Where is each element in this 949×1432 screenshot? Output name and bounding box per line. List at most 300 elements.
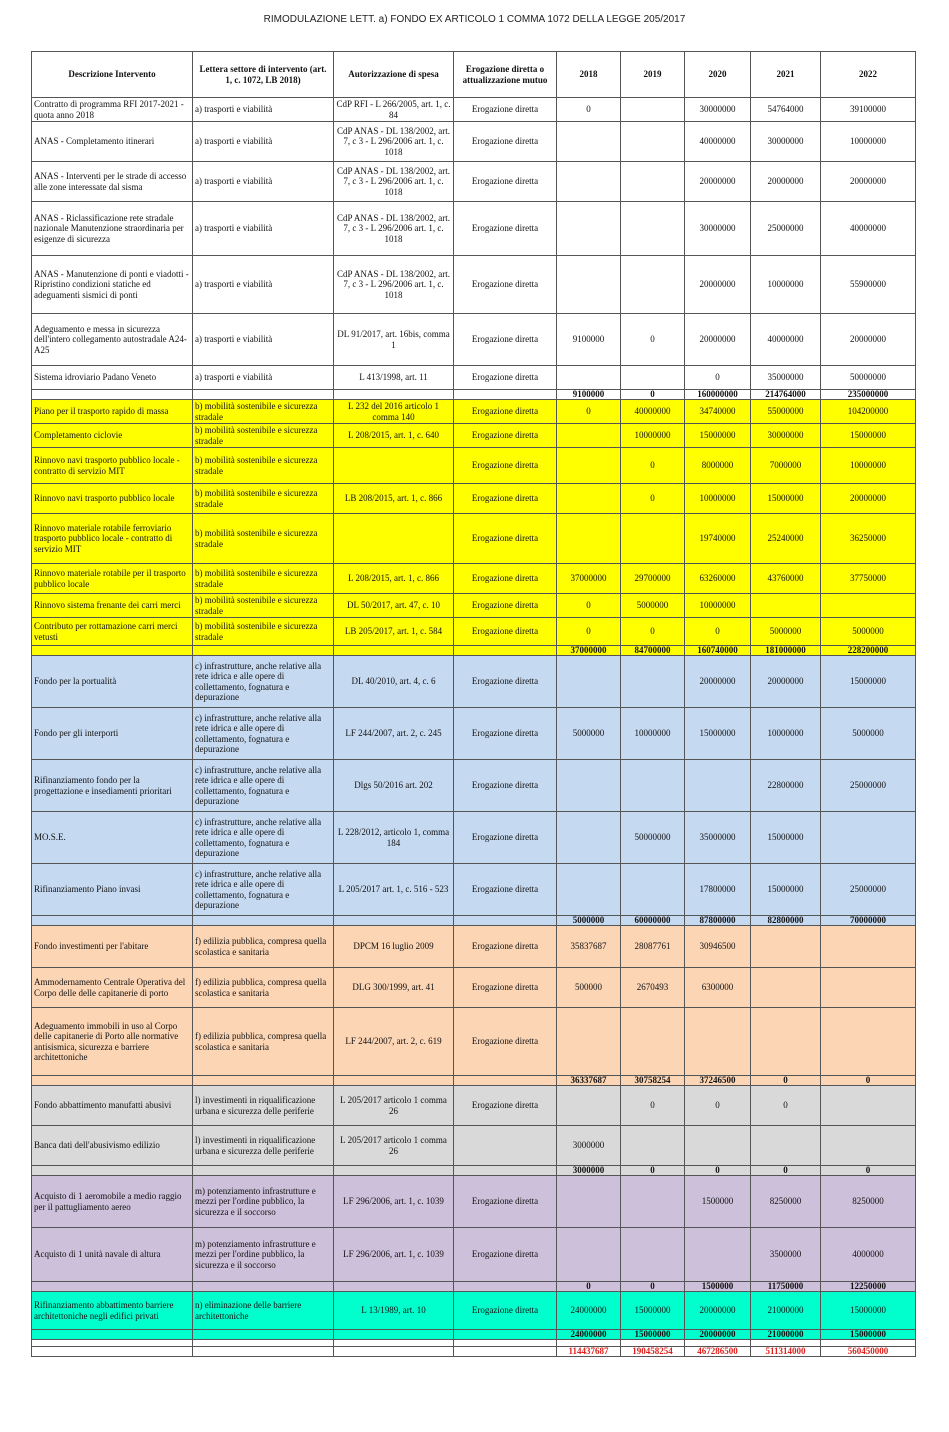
cell-lettera: a) trasporti e viabilità — [193, 162, 334, 202]
subtotal-empty-cell — [32, 390, 193, 400]
table-row — [32, 1126, 916, 1166]
spacer-cell — [454, 1340, 557, 1347]
cell-autorizzazione: L 205/2017 articolo 1 comma 26 — [334, 1126, 454, 1166]
cell-descrizione: Rinnovo navi trasporto pubblico locale — [32, 484, 193, 514]
table-row — [32, 1176, 916, 1228]
cell-y2020: 30000000 — [685, 98, 751, 122]
cell-y2022 — [821, 812, 916, 864]
table-row — [32, 618, 916, 646]
subtotal-empty-cell — [334, 1330, 454, 1340]
cell-y2018: 24000000 — [557, 1292, 621, 1330]
cell-lettera: a) trasporti e viabilità — [193, 366, 334, 390]
cell-y2020 — [685, 760, 751, 812]
cell-y2021: 30000000 — [751, 122, 821, 162]
cell-lettera: f) edilizia pubblica, compresa quella scolastica e sanitaria — [193, 968, 334, 1008]
cell-y2021: 35000000 — [751, 366, 821, 390]
subtotal-empty-cell — [334, 1282, 454, 1292]
cell-y2019: 0 — [621, 314, 685, 366]
subtotal-empty-cell — [193, 1330, 334, 1340]
subtotal-y2018: 37000000 — [557, 646, 621, 656]
spacer-cell — [751, 1340, 821, 1347]
cell-lettera: l) investimenti in riqualificazione urbana e sicurezza delle periferie — [193, 1126, 334, 1166]
cell-descrizione: Rinnovo materiale rotabile ferroviario trasporto pubblico locale - contratto di servizio MIT — [32, 514, 193, 564]
cell-y2018: 5000000 — [557, 708, 621, 760]
grand-total-empty-cell — [193, 1347, 334, 1357]
subtotal-y2022: 70000000 — [821, 916, 916, 926]
cell-erogazione — [454, 1126, 557, 1166]
cell-y2018 — [557, 162, 621, 202]
cell-y2018: 0 — [557, 400, 621, 424]
table-row — [32, 98, 916, 122]
table-row — [32, 314, 916, 366]
cell-y2018 — [557, 1228, 621, 1282]
table-row — [32, 968, 916, 1008]
cell-descrizione: Fondo per gli interporti — [32, 708, 193, 760]
cell-y2020: 1500000 — [685, 1176, 751, 1228]
cell-lettera: m) potenziamento infrastrutture e mezzi per l'ordine pubblico, la sicurezza e il soccorso — [193, 1228, 334, 1282]
page-title: RIMODULAZIONE LETT. a) FONDO EX ARTICOLO 1 COMMA 1072 DELLA LEGGE 205/2017 — [263, 14, 686, 25]
cell-autorizzazione — [334, 514, 454, 564]
cell-lettera: b) mobilità sostenibile e sicurezza stradale — [193, 448, 334, 484]
cell-descrizione: Adeguamento immobili in uso al Corpo delle capitanerie di Porto alle normative antisismica, sicurezza e barriere architettoniche — [32, 1008, 193, 1076]
cell-y2020: 0 — [685, 618, 751, 646]
cell-y2021: 20000000 — [751, 656, 821, 708]
cell-y2022 — [821, 1008, 916, 1076]
cell-autorizzazione: L 208/2015, art. 1, c. 866 — [334, 564, 454, 594]
cell-y2020: 15000000 — [685, 424, 751, 448]
subtotal-y2021: 181000000 — [751, 646, 821, 656]
subtotal-empty-cell — [334, 646, 454, 656]
subtotal-empty-cell — [32, 646, 193, 656]
cell-descrizione: Fondo per la portualità — [32, 656, 193, 708]
cell-y2019 — [621, 122, 685, 162]
subtotal-row — [32, 1166, 916, 1176]
table-row — [32, 656, 916, 708]
subtotal-y2019: 15000000 — [621, 1330, 685, 1340]
subtotal-y2019: 0 — [621, 1166, 685, 1176]
cell-y2022: 50000000 — [821, 366, 916, 390]
subtotal-y2020: 87800000 — [685, 916, 751, 926]
subtotal-empty-cell — [193, 1166, 334, 1176]
spacer-cell — [32, 1340, 193, 1347]
cell-y2020: 19740000 — [685, 514, 751, 564]
table-row — [32, 202, 916, 256]
subtotal-empty-cell — [454, 916, 557, 926]
subtotal-empty-cell — [454, 1282, 557, 1292]
header-erogazione: Erogazione diretta o attualizzazione mutuo — [454, 52, 557, 98]
subtotal-empty-cell — [193, 916, 334, 926]
cell-y2019: 0 — [621, 484, 685, 514]
cell-lettera: a) trasporti e viabilità — [193, 256, 334, 314]
cell-y2018 — [557, 1086, 621, 1126]
cell-lettera: a) trasporti e viabilità — [193, 122, 334, 162]
cell-lettera: b) mobilità sostenibile e sicurezza stradale — [193, 514, 334, 564]
cell-lettera: c) infrastrutture, anche relative alla rete idrica e alle opere di collettamento, fognatura e depurazione — [193, 812, 334, 864]
cell-autorizzazione: L 232 del 2016 articolo 1 comma 140 — [334, 400, 454, 424]
spacer-cell — [821, 1340, 916, 1347]
cell-autorizzazione: CdP ANAS - DL 138/2002, art. 7, c 3 - L 296/2006 art. 1, c. 1018 — [334, 122, 454, 162]
cell-y2020: 20000000 — [685, 1292, 751, 1330]
subtotal-y2021: 11750000 — [751, 1282, 821, 1292]
table-row — [32, 864, 916, 916]
cell-y2020: 0 — [685, 366, 751, 390]
cell-descrizione: Contributo per rottamazione carri merci vetusti — [32, 618, 193, 646]
cell-y2021: 8250000 — [751, 1176, 821, 1228]
cell-autorizzazione: L 205/2017 art. 1, c. 516 - 523 — [334, 864, 454, 916]
cell-y2018 — [557, 202, 621, 256]
cell-y2022: 55900000 — [821, 256, 916, 314]
cell-y2018 — [557, 448, 621, 484]
grand-total-y2022: 560450000 — [821, 1347, 916, 1357]
cell-y2022: 39100000 — [821, 98, 916, 122]
cell-descrizione: Adeguamento e messa in sicurezza dell'intero collegamento autostradale A24-A25 — [32, 314, 193, 366]
cell-descrizione: Acquisto di 1 aeromobile a medio raggio per il pattugliamento aereo — [32, 1176, 193, 1228]
cell-y2021 — [751, 1126, 821, 1166]
subtotal-y2018: 3000000 — [557, 1166, 621, 1176]
table-row — [32, 484, 916, 514]
subtotal-y2021: 214764000 — [751, 390, 821, 400]
cell-y2018 — [557, 760, 621, 812]
cell-descrizione: Piano per il trasporto rapido di massa — [32, 400, 193, 424]
cell-y2019: 2670493 — [621, 968, 685, 1008]
cell-y2020: 20000000 — [685, 256, 751, 314]
cell-y2022 — [821, 926, 916, 968]
cell-y2019 — [621, 760, 685, 812]
cell-descrizione: Rinnovo materiale rotabile per il trasporto pubblico locale — [32, 564, 193, 594]
cell-y2018 — [557, 812, 621, 864]
cell-lettera: c) infrastrutture, anche relative alla rete idrica e alle opere di collettamento, fognatura e depurazione — [193, 708, 334, 760]
grand-total-row — [32, 1347, 916, 1357]
subtotal-y2020: 37246500 — [685, 1076, 751, 1086]
cell-y2018: 3000000 — [557, 1126, 621, 1166]
cell-autorizzazione: L 205/2017 articolo 1 comma 26 — [334, 1086, 454, 1126]
table-row — [32, 424, 916, 448]
cell-y2019 — [621, 656, 685, 708]
cell-descrizione: Fondo investimenti per l'abitare — [32, 926, 193, 968]
subtotal-y2021: 0 — [751, 1166, 821, 1176]
cell-y2019 — [621, 98, 685, 122]
subtotal-y2019: 0 — [621, 1282, 685, 1292]
header-row — [32, 52, 916, 98]
cell-autorizzazione: LB 208/2015, art. 1, c. 866 — [334, 484, 454, 514]
grand-total-empty-cell — [32, 1347, 193, 1357]
cell-erogazione: Erogazione diretta — [454, 400, 557, 424]
cell-autorizzazione: LF 296/2006, art. 1, c. 1039 — [334, 1228, 454, 1282]
cell-y2021: 0 — [751, 1086, 821, 1126]
cell-y2022: 25000000 — [821, 864, 916, 916]
table-row — [32, 708, 916, 760]
cell-autorizzazione: CdP ANAS - DL 138/2002, art. 7, c 3 - L 296/2006 art. 1, c. 1018 — [334, 202, 454, 256]
cell-lettera: c) infrastrutture, anche relative alla rete idrica e alle opere di collettamento, fognatura e depurazione — [193, 864, 334, 916]
cell-erogazione: Erogazione diretta — [454, 424, 557, 448]
cell-y2019 — [621, 864, 685, 916]
cell-y2021: 7000000 — [751, 448, 821, 484]
cell-y2022: 15000000 — [821, 424, 916, 448]
cell-descrizione: ANAS - Manutenzione di ponti e viadotti - Ripristino condizioni statiche ed adeguamenti sismici di ponti — [32, 256, 193, 314]
cell-y2018: 9100000 — [557, 314, 621, 366]
subtotal-y2020: 160000000 — [685, 390, 751, 400]
cell-y2019 — [621, 514, 685, 564]
grand-total-y2018: 114437687 — [557, 1347, 621, 1357]
cell-y2018 — [557, 656, 621, 708]
cell-autorizzazione: LF 296/2006, art. 1, c. 1039 — [334, 1176, 454, 1228]
cell-y2020: 8000000 — [685, 448, 751, 484]
header-lettera: Lettera settore di intervento (art. 1, c. 1072, LB 2018) — [193, 52, 334, 98]
subtotal-y2018: 9100000 — [557, 390, 621, 400]
table-row — [32, 564, 916, 594]
cell-erogazione: Erogazione diretta — [454, 968, 557, 1008]
cell-erogazione: Erogazione diretta — [454, 926, 557, 968]
cell-y2019: 0 — [621, 1086, 685, 1126]
cell-erogazione: Erogazione diretta — [454, 618, 557, 646]
subtotal-empty-cell — [454, 1076, 557, 1086]
subtotal-empty-cell — [193, 390, 334, 400]
table-row — [32, 514, 916, 564]
cell-y2018 — [557, 366, 621, 390]
cell-descrizione: Completamento ciclovie — [32, 424, 193, 448]
header-y2018: 2018 — [557, 52, 621, 98]
table-row — [32, 162, 916, 202]
cell-y2021 — [751, 594, 821, 618]
cell-descrizione: Sistema idroviario Padano Veneto — [32, 366, 193, 390]
subtotal-y2020: 0 — [685, 1166, 751, 1176]
table-row — [32, 1086, 916, 1126]
cell-descrizione: ANAS - Completamento itinerari — [32, 122, 193, 162]
cell-y2018: 35837687 — [557, 926, 621, 968]
cell-erogazione: Erogazione diretta — [454, 122, 557, 162]
cell-lettera: b) mobilità sostenibile e sicurezza stradale — [193, 484, 334, 514]
cell-y2022: 5000000 — [821, 618, 916, 646]
cell-y2020 — [685, 1228, 751, 1282]
table-body — [32, 98, 916, 1357]
cell-y2018 — [557, 1008, 621, 1076]
cell-y2019: 15000000 — [621, 1292, 685, 1330]
subtotal-empty-cell — [32, 1076, 193, 1086]
cell-autorizzazione: DL 40/2010, art. 4, c. 6 — [334, 656, 454, 708]
cell-lettera: b) mobilità sostenibile e sicurezza stradale — [193, 564, 334, 594]
subtotal-empty-cell — [454, 390, 557, 400]
cell-descrizione: MO.S.E. — [32, 812, 193, 864]
header-autorizzazione: Autorizzazione di spesa — [334, 52, 454, 98]
cell-lettera: f) edilizia pubblica, compresa quella scolastica e sanitaria — [193, 1008, 334, 1076]
cell-y2021: 22800000 — [751, 760, 821, 812]
cell-y2021: 30000000 — [751, 424, 821, 448]
subtotal-empty-cell — [193, 646, 334, 656]
cell-lettera: c) infrastrutture, anche relative alla rete idrica e alle opere di collettamento, fognatura e depurazione — [193, 760, 334, 812]
cell-y2018 — [557, 1176, 621, 1228]
cell-descrizione: ANAS - Interventi per le strade di accesso alle zone interessate dal sisma — [32, 162, 193, 202]
table-row — [32, 448, 916, 484]
cell-y2018 — [557, 256, 621, 314]
cell-autorizzazione: DPCM 16 luglio 2009 — [334, 926, 454, 968]
table-row — [32, 926, 916, 968]
cell-y2018: 0 — [557, 594, 621, 618]
cell-autorizzazione: LB 205/2017, art. 1, c. 584 — [334, 618, 454, 646]
cell-erogazione: Erogazione diretta — [454, 1228, 557, 1282]
cell-lettera: b) mobilità sostenibile e sicurezza stradale — [193, 424, 334, 448]
cell-autorizzazione: L 228/2012, articolo 1, comma 184 — [334, 812, 454, 864]
cell-descrizione: Rinnovo sistema frenante dei carri merci — [32, 594, 193, 618]
cell-lettera: b) mobilità sostenibile e sicurezza stradale — [193, 400, 334, 424]
spacer-cell — [621, 1340, 685, 1347]
cell-descrizione: Rinnovo navi trasporto pubblico locale - contratto di servizio MIT — [32, 448, 193, 484]
cell-lettera: l) investimenti in riqualificazione urbana e sicurezza delle periferie — [193, 1086, 334, 1126]
cell-y2021: 15000000 — [751, 864, 821, 916]
subtotal-empty-cell — [32, 1282, 193, 1292]
cell-autorizzazione: CdP ANAS - DL 138/2002, art. 7, c 3 - L 296/2006 art. 1, c. 1018 — [334, 162, 454, 202]
header-y2021: 2021 — [751, 52, 821, 98]
subtotal-empty-cell — [454, 646, 557, 656]
cell-y2021: 43760000 — [751, 564, 821, 594]
cell-y2022: 15000000 — [821, 656, 916, 708]
cell-y2021: 10000000 — [751, 256, 821, 314]
cell-autorizzazione: DLG 300/1999, art. 41 — [334, 968, 454, 1008]
cell-y2022: 5000000 — [821, 708, 916, 760]
table-row — [32, 812, 916, 864]
cell-y2020: 0 — [685, 1086, 751, 1126]
grand-total-empty-cell — [454, 1347, 557, 1357]
cell-descrizione: ANAS - Riclassificazione rete stradale nazionale Manutenzione straordinaria per esigenze di sicurezza — [32, 202, 193, 256]
cell-erogazione: Erogazione diretta — [454, 564, 557, 594]
cell-descrizione: Acquisto di 1 unità navale di altura — [32, 1228, 193, 1282]
cell-autorizzazione: L 208/2015, art. 1, c. 640 — [334, 424, 454, 448]
cell-y2020: 40000000 — [685, 122, 751, 162]
subtotal-empty-cell — [334, 1166, 454, 1176]
cell-y2022: 25000000 — [821, 760, 916, 812]
cell-y2022: 10000000 — [821, 122, 916, 162]
cell-erogazione: Erogazione diretta — [454, 514, 557, 564]
cell-erogazione: Erogazione diretta — [454, 366, 557, 390]
cell-y2020: 15000000 — [685, 708, 751, 760]
table-row — [32, 1292, 916, 1330]
cell-descrizione: Fondo abbattimento manufatti abusivi — [32, 1086, 193, 1126]
cell-y2021 — [751, 1008, 821, 1076]
cell-y2018 — [557, 424, 621, 448]
cell-y2019 — [621, 256, 685, 314]
cell-y2022: 36250000 — [821, 514, 916, 564]
subtotal-y2022: 235000000 — [821, 390, 916, 400]
subtotal-empty-cell — [334, 916, 454, 926]
cell-y2022: 8250000 — [821, 1176, 916, 1228]
cell-y2022 — [821, 968, 916, 1008]
cell-y2018 — [557, 514, 621, 564]
grand-total-y2019: 190458254 — [621, 1347, 685, 1357]
spacer-cell — [557, 1340, 621, 1347]
subtotal-y2021: 0 — [751, 1076, 821, 1086]
grand-total-y2021: 511314000 — [751, 1347, 821, 1357]
cell-y2022 — [821, 1126, 916, 1166]
subtotal-y2022: 0 — [821, 1166, 916, 1176]
cell-y2022: 10000000 — [821, 448, 916, 484]
grand-total-y2020: 467286500 — [685, 1347, 751, 1357]
cell-autorizzazione: L 13/1989, art. 10 — [334, 1292, 454, 1330]
cell-y2019: 50000000 — [621, 812, 685, 864]
subtotal-row — [32, 1330, 916, 1340]
cell-lettera: c) infrastrutture, anche relative alla rete idrica e alle opere di collettamento, fognatura e depurazione — [193, 656, 334, 708]
cell-lettera: a) trasporti e viabilità — [193, 314, 334, 366]
cell-y2019: 0 — [621, 448, 685, 484]
subtotal-y2018: 5000000 — [557, 916, 621, 926]
cell-erogazione: Erogazione diretta — [454, 708, 557, 760]
cell-y2020 — [685, 1008, 751, 1076]
subtotal-row — [32, 390, 916, 400]
cell-y2018: 37000000 — [557, 564, 621, 594]
grand-total-empty-cell — [334, 1347, 454, 1357]
cell-y2022: 20000000 — [821, 484, 916, 514]
cell-descrizione: Ammodernamento Centrale Operativa del Corpo delle delle capitanerie di porto — [32, 968, 193, 1008]
cell-y2021: 55000000 — [751, 400, 821, 424]
cell-y2020: 10000000 — [685, 484, 751, 514]
cell-lettera: n) eliminazione delle barriere architettoniche — [193, 1292, 334, 1330]
subtotal-y2022: 0 — [821, 1076, 916, 1086]
spacer-cell — [334, 1340, 454, 1347]
subtotal-y2019: 30758254 — [621, 1076, 685, 1086]
cell-y2018 — [557, 122, 621, 162]
header-y2022: 2022 — [821, 52, 916, 98]
cell-y2019: 0 — [621, 618, 685, 646]
cell-y2019 — [621, 1176, 685, 1228]
cell-y2022: 15000000 — [821, 1292, 916, 1330]
table-row — [32, 366, 916, 390]
cell-y2019 — [621, 366, 685, 390]
cell-y2019 — [621, 1126, 685, 1166]
cell-descrizione: Contratto di programma RFI 2017-2021 - quota anno 2018 — [32, 98, 193, 122]
table-row — [32, 1228, 916, 1282]
cell-y2021: 15000000 — [751, 812, 821, 864]
cell-autorizzazione: CdP ANAS - DL 138/2002, art. 7, c 3 - L 296/2006 art. 1, c. 1018 — [334, 256, 454, 314]
cell-y2020: 20000000 — [685, 314, 751, 366]
cell-descrizione: Rifinanziamento fondo per la progettazione e insediamenti prioritari — [32, 760, 193, 812]
cell-autorizzazione: LF 244/2007, art. 2, c. 619 — [334, 1008, 454, 1076]
table-row — [32, 760, 916, 812]
cell-y2020: 30946500 — [685, 926, 751, 968]
cell-erogazione: Erogazione diretta — [454, 864, 557, 916]
header-y2019: 2019 — [621, 52, 685, 98]
cell-y2021: 21000000 — [751, 1292, 821, 1330]
subtotal-y2022: 12250000 — [821, 1282, 916, 1292]
cell-erogazione: Erogazione diretta — [454, 656, 557, 708]
cell-erogazione: Erogazione diretta — [454, 760, 557, 812]
subtotal-y2022: 228200000 — [821, 646, 916, 656]
cell-y2021: 5000000 — [751, 618, 821, 646]
cell-y2021: 10000000 — [751, 708, 821, 760]
subtotal-y2018: 36337687 — [557, 1076, 621, 1086]
subtotal-y2021: 21000000 — [751, 1330, 821, 1340]
cell-y2019: 10000000 — [621, 424, 685, 448]
cell-y2021: 25240000 — [751, 514, 821, 564]
cell-y2022: 104200000 — [821, 400, 916, 424]
cell-y2020 — [685, 1126, 751, 1166]
cell-y2022: 4000000 — [821, 1228, 916, 1282]
cell-lettera: f) edilizia pubblica, compresa quella scolastica e sanitaria — [193, 926, 334, 968]
header-y2020: 2020 — [685, 52, 751, 98]
cell-erogazione: Erogazione diretta — [454, 1086, 557, 1126]
funding-table — [31, 51, 916, 1357]
subtotal-empty-cell — [193, 1076, 334, 1086]
header-descrizione: Descrizione Intervento — [32, 52, 193, 98]
subtotal-y2020: 1500000 — [685, 1282, 751, 1292]
cell-descrizione: Rifinanziamento Piano invasi — [32, 864, 193, 916]
cell-y2022: 40000000 — [821, 202, 916, 256]
cell-y2019: 10000000 — [621, 708, 685, 760]
table-row — [32, 400, 916, 424]
cell-y2018: 500000 — [557, 968, 621, 1008]
cell-y2018: 0 — [557, 98, 621, 122]
cell-erogazione: Erogazione diretta — [454, 812, 557, 864]
cell-y2021: 15000000 — [751, 484, 821, 514]
cell-y2022 — [821, 1086, 916, 1126]
cell-y2021: 3500000 — [751, 1228, 821, 1282]
